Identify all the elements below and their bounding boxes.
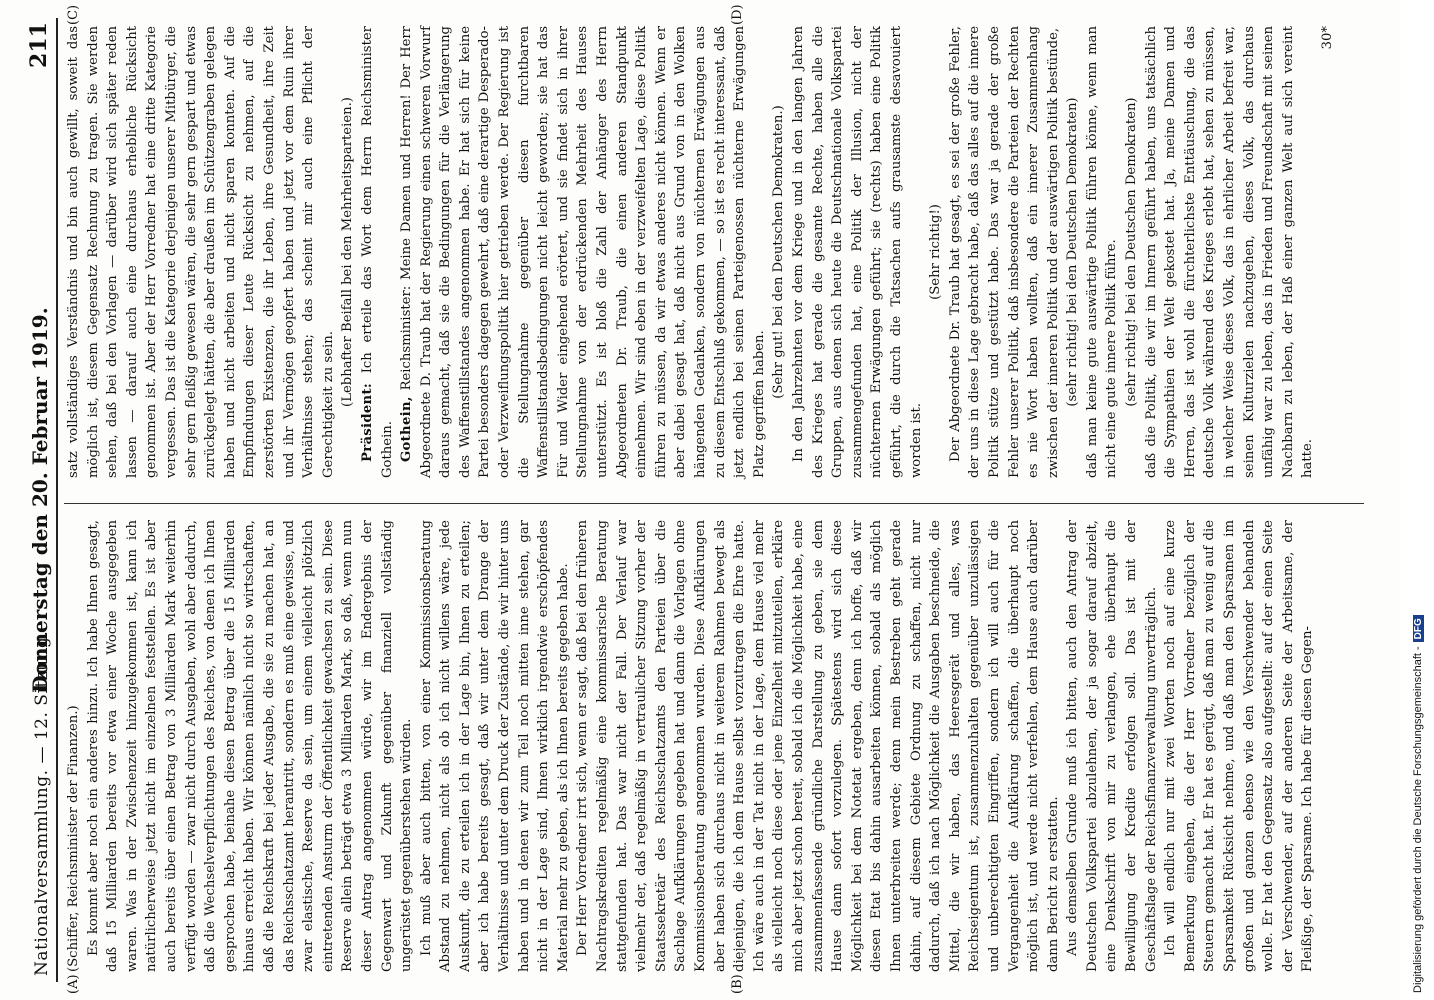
header-session-title: Nationalversammlung. — 12. Sitzung. xyxy=(32,630,52,976)
right-paragraph: satz vollständiges Verständnis und bin auch gewillt, soweit das möglich ist, diesem Gegensatz Rechnung zu tragen. Sie werden sehen, daß bei den Vorlagen — darüber wird sich später reden lassen — darauf auch eine durchaus erhebliche Rücksicht genommen ist. Aber der Herr Vorredner hat eine dritte Kategorie vergessen. Das ist die Kategorie derjenigen unserer Mitbürger, die sehr gern fleißig gewesen wären, die sehr gern gespart und etwas zurückgelegt hätten, die aber draußen im Schützengraben gelegen haben und nicht arbeiten und nicht sparen konnten. Auf die Empfindungen dieser Leute Rücksicht zu nehmen, auf die zerstörten Existenzen, die ihr Leben, ihre Gesundheit, ihre Zeit und ihr Vermögen geopfert haben und jetzt vor dem Ruin ihrer Verhältnisse stehen; das scheint mir auch eine Pflicht der Gerechtigkeit zu sein. xyxy=(66,26,336,478)
interjection: (sehr richtig! bei den Deutschen Demokraten) xyxy=(1065,97,1081,407)
speaker2-name: Gothein, xyxy=(399,396,415,462)
right-column xyxy=(64,26,1338,478)
left-paragraph: Aus demselben Grunde muß ich bitten, auch den Antrag der Deutschen Volkspartei abzulehnen, der ja sogar darauf abzielt, eine Denkschrift von mir zu verlangen, ehe überhaupt die Bewilligung der Kredite erfolgen soll. Das ist mit der Geschäftslage der Reichsfinanzverwaltung unverträglich. xyxy=(1065,520,1159,972)
margin-marker-a: (A) xyxy=(66,974,81,994)
left-paragraph: Ich will endlich nur mit zwei Worten noch auf eine kurze Bemerkung eingehen, die der Herr Vorredner bezüglich der Steuern gemacht hat. Er hat es gerügt, daß man zu wenig auf die Sparsamkeit Rücksicht nehme, und daß man den Sparsamen im großen und ganzen ebenso wie den Verschwender behandeln wolle. Er hat den Gegensatz also aufgestellt: auf der einen Seite der Verschwender, auf der anderen Seite der Arbeitsame, der Fleißige, der Sparsame. Ich habe für diesen Gegen- xyxy=(1163,520,1316,972)
applause-note: (Lebhafter Beifall bei den Mehrheitsparteien.) xyxy=(340,97,356,407)
speaker-line: (Schiffer, Reichsminister der Finanzen.) xyxy=(66,705,81,972)
president-text: Ich erteile das Wort dem Herrn Reichsminister Gothein. xyxy=(359,26,395,478)
speaker2-paragraph xyxy=(397,26,769,478)
credit-sidebar xyxy=(1410,8,1430,993)
interjection: (Sehr gut! bei den Deutschen Demokraten.) xyxy=(771,105,787,399)
dfg-logo: DFG xyxy=(1413,615,1424,642)
column-divider xyxy=(64,503,1364,504)
interjection: (sehr richtig! bei den Deutschen Demokraten) xyxy=(1124,97,1140,407)
margin-marker-d: (D) xyxy=(730,4,745,25)
right-paragraph: In den Jahrzehnten vor dem Kriege und in den langen Jahren des Krieges hat gerade die gesamte Rechte, haben alle die Gruppen, aus denen sich heute die Deutschnationale Volkspartei zusammengefunden hat, eine Politik der Illusion, nicht der nüchternen Erwägungen geführt; sie (rechts) haben eine Politik geführt, die durch die Tatsachen aufs grausamste desavouiert worden ist. xyxy=(790,26,924,478)
speaker2-text: Reichsminister: Meine Damen und Herren! Der Herr Abgeordnete D. Traub hat der Regierung einen schweren Vorwurf daraus gemacht, daß sie die Bedingungen für die Verlängerung des Waffenstillstandes angenommen habe. Er hat sich für keine Partei besonders dagegen gewehrt, daß eine derartige Desperado- oder Verzweiflungspolitik hier getrieben werde. Der Regierung ist die Stellungnahme gegenüber diesen furchtbaren Waffenstillstandsbedingungen nicht leicht geworden; sie hat das Für und Wider eingehend erörtert, und sie findet sich in ihrer Stellungnahme von der erdrückenden Mehrheit des Hauses unterstützt. Es ist bloß die Zahl der Anhänger des Herrn Abgeordneten Dr. Traub, die einen anderen Standpunkt einnehmen. Wir sind eben in der verzweifelten Lage, diese Politik führen zu müssen, da wir etwas anderes nicht können. Wenn er aber dabei gesagt hat, daß nicht aus Grund von in den Wolken hängenden Gedanken, sondern von nüchternen Erwägungen aus zu diesem Entschluß gekommen, — so ist es recht interessant, daß jetzt endlich bei seinen Parteigenossen nüchterne Erwägungen Platz gegriffen haben. xyxy=(399,26,767,478)
president-label: Präsident: xyxy=(359,382,375,462)
left-paragraph: Es kommt aber noch ein anderes hinzu. Ich habe Ihnen gesagt, daß 15 Milliarden bereits vor etwa einer Woche ausgegeben waren. Was in der Zwischenzeit hinzugekommen ist, kann ich natürlicherweise jetzt nicht im einzelnen feststellen. Es ist aber auch bereits über einen Betrag von 3 Milliarden Mark weiterhin verfügt worden — zwar nicht durch Ausgaben, wohl aber dadurch, daß die Wechselverpflichtungen des Reiches, von denen ich Ihnen gesprochen habe, beinahe diesen Betrag über die 15 Milliarden hinaus erreicht haben. Wir können nämlich nicht so wirtschaften, daß die Reichskraft bei jeder Ausgabe, die sie zu machen hat, an das Reichsschatzamt herantritt, sondern es muß eine gewisse, und zwar elastische, Reserve da sein, um einem vielleicht plötzlich eintretenden Ansturm der Öffentlichkeit gewachsen zu sein. Diese Reserve allein beträgt etwa 3 Milliarden Mark, so daß, wenn nun dieser Antrag angenommen würde, wir im Endergebnis der Gegenwart und Zukunft gegenüber finanziell vollständig ungerüstet gegenüberstehen würden. xyxy=(85,520,415,972)
page-header xyxy=(18,0,58,1000)
margin-marker-b: (B) xyxy=(730,974,745,994)
interjection: (Sehr richtig!) xyxy=(928,204,944,300)
left-paragraph: Ich muß aber auch bitten, von einer Kommissionsberatung Abstand zu nehmen, nicht als ob ich nicht willens wäre, jede Auskunft, die zu erteilen ich in der Lage bin, Ihnen zu erteilen; aber ich habe bereits gesagt, daß wir unter dem Drange der Verhältnisse und unter dem Druck der Zustände, die wir hinter uns haben und in denen wir zum Teil noch mitten inne stehen, gar nicht in der Lage sind, Ihnen wirklich irgendwie erschöpfendes Material mehr zu geben, als ich Ihnen bereits gegeben habe. xyxy=(418,520,571,972)
left-paragraph: Der Herr Vorredner irrt sich, wenn er sagt, daß bei den früheren Nachtragskrediten regelmäßig eine kommissarische Beratung stattgefunden hat. Das war nicht der Fall. Der Verlauf war vielmehr der, daß regelmäßig in vertraulicher Sitzung vorher der Staatssekretär des Reichsschatzamts den Parteien über die Sachlage Aufklärungen gegeben hat und dann die Vorlagen ohne Kommissionsberatung angenommen wurden. Diese Aufklärungen aber haben sich durchaus nicht in weiterem Rahmen bewegt als diejenigen, die ich dem Hause selbst vorzutragen die Ehre hatte. Ich wäre auch in der Tat nicht in der Lage, dem Hause viel mehr als vielleicht noch diese oder jene Einzelheit mitzuteilen, erkläre mich aber jetzt schon bereit, sobald ich die Möglichkeit habe, eine zusammenfassende gründliche Darstellung zu geben, sie dem Hause dann sofort vorzulegen. Spätestens wird sich diese Möglichkeit bei dem Notetat ergeben, denn ich hoffe, daß wir diesen Etat bis dahin ausarbeiten können, sobald als möglich Ihnen unterbreiten werde; denn mein Bestreben geht gerade dahin, auf diesem Gebiete Ordnung zu schaffen, nicht nur dadurch, daß ich nach Möglichkeit die Ausgaben beschneide, die Mittel, die wir haben, das Heeresgerät und alles, was Reichseigentum ist, zusammenzuhalten gegenüber unzulässigen und unberechtigten Eingriffen, sondern ich will auch für die Vergangenheit die Aufklärung schaffen, die überhaupt noch möglich ist, und werde nicht verfehlen, dem Hause auch darüber dann Bericht zu erstatten. xyxy=(575,520,1061,972)
left-column xyxy=(64,520,1318,972)
margin-marker-c: (C) xyxy=(66,4,81,25)
right-paragraph: daß die Politik, die wir im Innern geführt haben, uns tatsächlich die Sympathien der Welt gekostet hat. Ja, meine Damen und Herren, das ist wohl die fürchterlichste Enttäuschung, die das deutsche Volk während des Krieges erlebt hat, sehen zu müssen, in welcher Weise dieses Volk, das in ehrlicher Arbeit befreit war, seinen Kulturzielen nachzugehen, dieses Volk, das durchaus unfähig war zu leben, das in Frieden und Freundschaft mit seinen Nachbarn zu leben, der Haß einer ganzen Welt auf sich vereint hatte. xyxy=(1143,26,1316,478)
president-paragraph xyxy=(358,26,397,478)
right-paragraph: Der Abgeordnete Dr. Traub hat gesagt, es sei der große Fehler, der uns in diese Lage gebracht habe, daß das alles auf die innere Politik stütze und gestützt habe. Das war ja gerade der große Fehler unserer Politik, daß insbesondere die Parteien der Rechten es nie Wort haben wollten, daß ein innerer Zusammenhang zwischen der inneren Politik und der auswärtigen Politik bestünde, xyxy=(947,26,1061,478)
credit-text-wrap xyxy=(1412,8,1432,993)
credit-text: Digitalisierung gefördert durch die Deutsche Forschungsgemeinschaft - xyxy=(1412,646,1424,993)
page-number: 211 xyxy=(26,22,52,68)
right-paragraph: daß man keine gute auswärtige Politik führen könne, wenn man nicht eine gute innere Politik führe. xyxy=(1084,26,1120,478)
header-rule xyxy=(56,18,58,982)
header-date: Donnerstag den 20. Februar 1919. xyxy=(28,307,52,693)
signature-mark: 30* xyxy=(1320,26,1335,50)
